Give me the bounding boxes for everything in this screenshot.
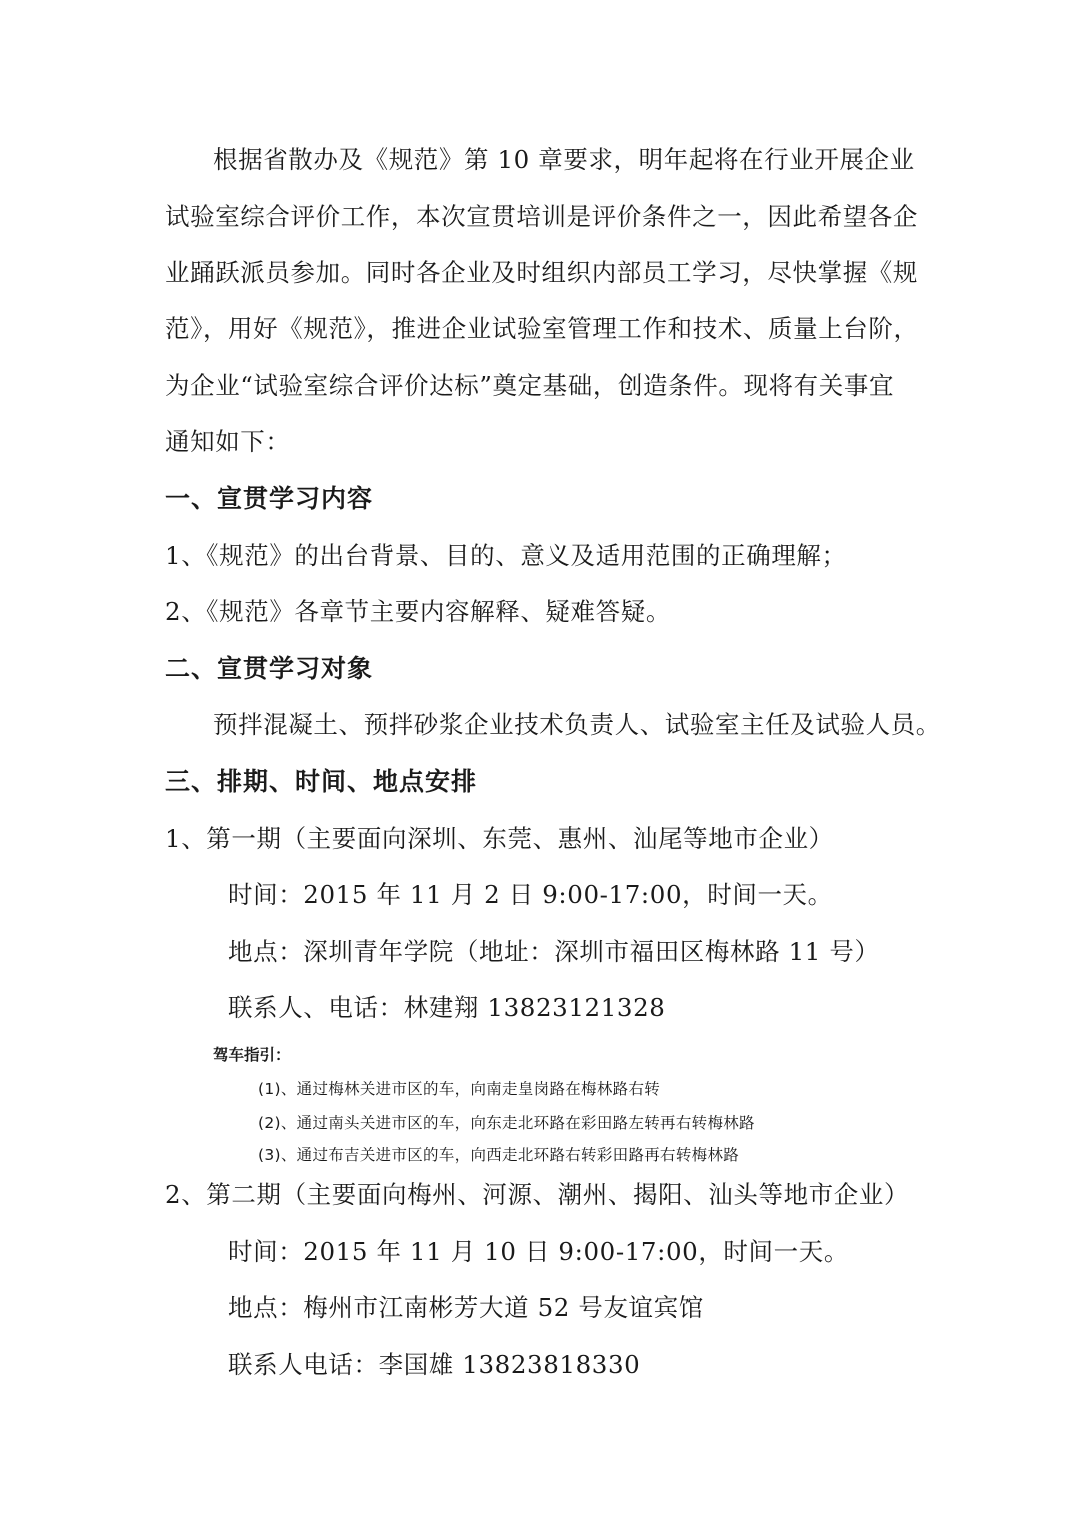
period1-contact: 联系人、电话：林建翔 13823121328: [228, 993, 666, 1022]
intro-line-5: 为企业“试验室综合评价达标”奠定基础，创造条件。现将有关事宜: [165, 371, 895, 400]
intro-line-2: 试验室综合评价工作，本次宣贯培训是评价条件之一，因此希望各企: [165, 202, 918, 231]
intro-line-6: 通知如下：: [165, 427, 291, 456]
drive-guide-item-3: (3)、通过布吉关进市区的车，向西走北环路右转彩田路再右转梅林路: [258, 1146, 740, 1164]
section3-heading: 三、排期、时间、地点安排: [165, 767, 478, 796]
section2-text: 预拌混凝土、预拌砂浆企业技术负责人、试验室主任及试验人员。: [213, 710, 941, 739]
intro-line-3: 业踊跃派员参加。同时各企业及时组织内部员工学习，尽快掌握《规: [165, 258, 918, 287]
period2-title: 2、第二期（主要面向梅州、河源、潮州、揭阳、汕头等地市企业）: [165, 1180, 910, 1209]
section1-heading: 一、宣贯学习内容: [165, 484, 374, 513]
section1-item-1: 1、《规范》的出台背景、目的、意义及适用范围的正确理解；: [165, 541, 847, 570]
period2-place: 地点：梅州市江南彬芳大道 52 号友谊宾馆: [228, 1293, 704, 1322]
period2-contact: 联系人电话：李国雄 13823818330: [228, 1350, 641, 1379]
period2-time: 时间：2015 年 11 月 10 日 9:00-17:00，时间一天。: [228, 1237, 849, 1266]
intro-line-1: 根据省散办及《规范》第 10 章要求，明年起将在行业开展企业: [213, 145, 915, 174]
drive-guide-item-2: (2)、通过南头关进市区的车，向东走北环路在彩田路左转再右转梅林路: [258, 1114, 755, 1132]
drive-guide-title: 驾车指引：: [213, 1046, 291, 1064]
drive-guide-item-1: (1)、通过梅林关进市区的车，向南走皇岗路在梅林路右转: [258, 1080, 661, 1098]
period1-title: 1、第一期（主要面向深圳、东莞、惠州、汕尾等地市企业）: [165, 824, 834, 853]
period1-time: 时间：2015 年 11 月 2 日 9:00-17:00，时间一天。: [228, 880, 833, 909]
section1-item-2: 2、《规范》各章节主要内容解释、疑难答疑。: [165, 597, 671, 626]
section2-heading: 二、宣贯学习对象: [165, 654, 374, 683]
intro-line-4: 范》，用好《规范》，推进企业试验室管理工作和技术、质量上台阶，: [165, 314, 919, 343]
period1-place: 地点：深圳青年学院（地址：深圳市福田区梅林路 11 号）: [228, 937, 880, 966]
